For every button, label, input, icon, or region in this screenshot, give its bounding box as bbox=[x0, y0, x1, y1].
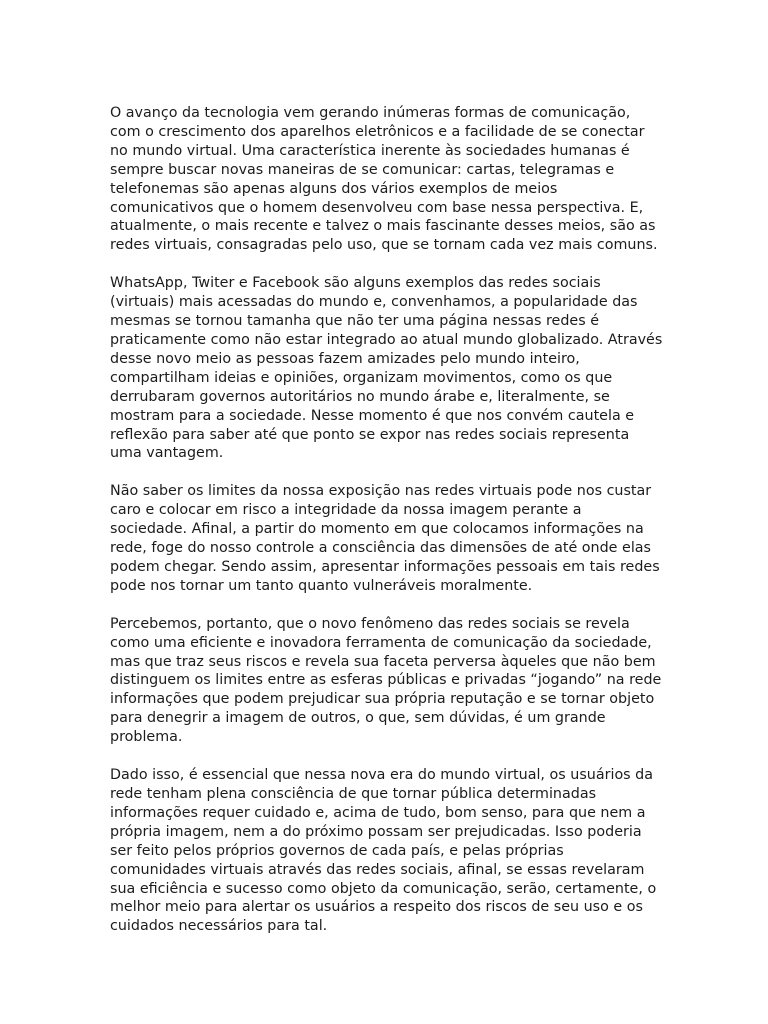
text-line: podem chegar. Sendo assim, apresentar informações pessoais em tais redes bbox=[110, 558, 660, 575]
text-line: telefonemas são apenas alguns dos vários exemplos de meios bbox=[110, 180, 558, 197]
text-line: atualmente, o mais recente e talvez o mais fascinante desses meios, são as bbox=[110, 218, 656, 235]
text-line: sua eficiência e sucesso como objeto da comunicação, serão, certamente, o bbox=[110, 880, 657, 897]
text-line: mostram para a sociedade. Nesse momento é que nos convém cautela e bbox=[110, 407, 635, 424]
text-line: Percebemos, portanto, que o novo fenômeno das redes sociais se revela bbox=[110, 615, 630, 632]
text-line: WhatsApp, Twiter e Facebook são alguns exemplos das redes sociais bbox=[110, 275, 601, 292]
text-line: como uma eficiente e inovadora ferramenta de comunicação da sociedade, bbox=[110, 634, 652, 651]
essay-body bbox=[110, 104, 665, 955]
text-line: comunidades virtuais através das redes sociais, afinal, se essas revelaram bbox=[110, 861, 645, 878]
paragraph-1 bbox=[110, 104, 665, 255]
text-line: própria imagem, nem a do próximo possam ser prejudicadas. Isso poderia bbox=[110, 823, 642, 840]
text-line: sempre buscar novas maneiras de se comunicar: cartas, telegramas e bbox=[110, 161, 615, 178]
text-line: ser feito pelos próprios governos de cada país, e pelas próprias bbox=[110, 842, 564, 859]
text-line: para denegrir a imagem de outros, o que, sem dúvidas, é um grande bbox=[110, 710, 606, 727]
text-line: cuidados necessários para tal. bbox=[110, 918, 328, 935]
text-line: rede, foge do nosso controle a consciência das dimensões de até onde elas bbox=[110, 540, 651, 557]
text-line: distinguem os limites entre as esferas públicas e privadas “jogando” na rede bbox=[110, 672, 662, 689]
paragraph-3 bbox=[110, 482, 665, 595]
text-line: mas que traz seus riscos e revela sua faceta perversa àqueles que não bem bbox=[110, 653, 656, 670]
text-line: mesmas se tornou tamanha que não ter uma página nessas redes é bbox=[110, 313, 600, 330]
text-line: Não saber os limites da nossa exposição nas redes virtuais pode nos custar bbox=[110, 483, 652, 500]
text-line: melhor meio para alertar os usuários a respeito dos riscos de seu uso e os bbox=[110, 899, 643, 916]
text-line: compartilham ideias e opiniões, organizam movimentos, como os que bbox=[110, 369, 613, 386]
text-line: caro e colocar em risco a integridade da nossa imagem perante a bbox=[110, 502, 582, 519]
text-line: Dado isso, é essencial que nessa nova era do mundo virtual, os usuários da bbox=[110, 767, 654, 784]
text-line: derrubaram governos autoritários no mundo árabe e, literalmente, se bbox=[110, 388, 610, 405]
text-line: no mundo virtual. Uma característica inerente às sociedades humanas é bbox=[110, 142, 630, 159]
text-line: uma vantagem. bbox=[110, 445, 224, 462]
text-line: desse novo meio as pessoas fazem amizades pelo mundo inteiro, bbox=[110, 350, 580, 367]
text-line: praticamente como não estar integrado ao atual mundo globalizado. Através bbox=[110, 331, 663, 348]
text-line: reflexão para saber até que ponto se expor nas redes sociais representa bbox=[110, 426, 630, 443]
text-line: pode nos tornar um tanto quanto vulneráveis moralmente. bbox=[110, 577, 533, 594]
paragraph-2 bbox=[110, 274, 665, 463]
text-line: informações que podem prejudicar sua própria reputação e se tornar objeto bbox=[110, 691, 655, 708]
text-line: informações requer cuidado e, acima de tudo, bom senso, para que nem a bbox=[110, 804, 646, 821]
text-line: sociedade. Afinal, a partir do momento em que colocamos informações na bbox=[110, 521, 644, 538]
text-line: com o crescimento dos aparelhos eletrônicos e a facilidade de se conectar bbox=[110, 123, 645, 140]
paragraph-5 bbox=[110, 766, 665, 936]
text-line: comunicativos que o homem desenvolveu com base nessa perspectiva. E, bbox=[110, 199, 644, 216]
text-line: O avanço da tecnologia vem gerando inúmeras formas de comunicação, bbox=[110, 105, 631, 121]
text-line: problema. bbox=[110, 729, 183, 746]
text-line: redes virtuais, consagradas pelo uso, que se tornam cada vez mais comuns. bbox=[110, 237, 658, 254]
text-line: rede tenham plena consciência de que tornar pública determinadas bbox=[110, 786, 597, 802]
text-line: (virtuais) mais acessadas do mundo e, convenhamos, a popularidade das bbox=[110, 294, 638, 311]
paragraph-4 bbox=[110, 615, 665, 747]
